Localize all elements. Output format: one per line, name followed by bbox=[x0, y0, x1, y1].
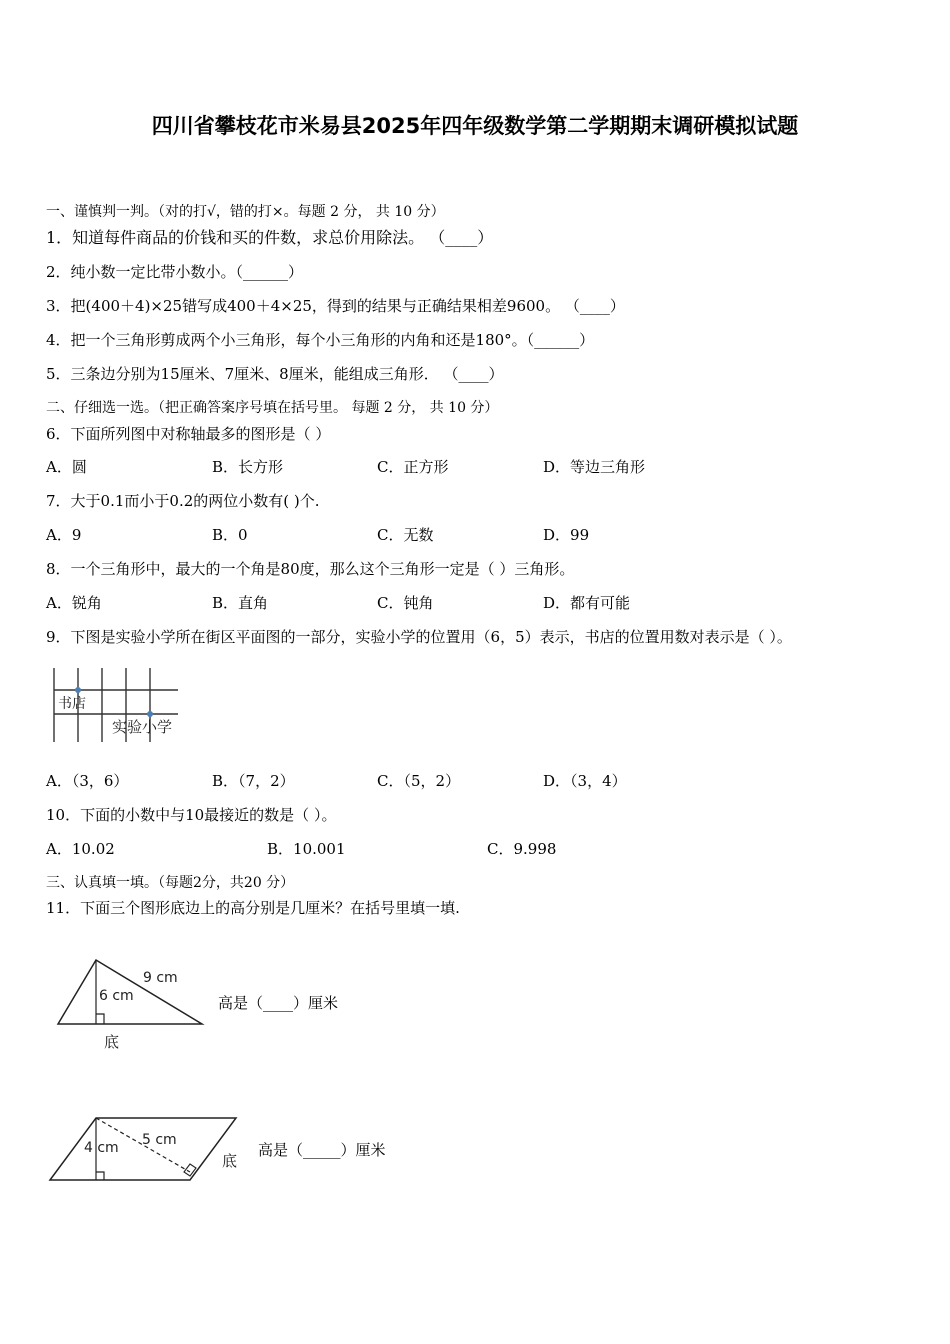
q7-option-d: D．99 bbox=[543, 526, 590, 544]
q8-option-c: C．钝角 bbox=[377, 594, 434, 612]
q6-option-c: C．正方形 bbox=[377, 458, 449, 476]
question-6: 6．下面所列图中对称轴最多的图形是（ ） bbox=[46, 425, 331, 443]
q9-option-c: C．（5，2） bbox=[377, 772, 461, 790]
question-11: 11．下面三个图形底边上的高分别是几厘米？在括号里填一填. bbox=[46, 899, 460, 917]
section-1-heading: 一、谨慎判一判。（对的打√，错的打×。每题 2 分， 共 10 分） bbox=[46, 204, 445, 220]
q9-option-b: B．（7，2） bbox=[212, 772, 295, 790]
triangle-figure bbox=[50, 952, 210, 1056]
q8-option-a: A．锐角 bbox=[46, 594, 102, 612]
q7-option-c: C．无数 bbox=[377, 526, 434, 544]
question-3: 3．把(400＋4)×25错写成400＋4×25，得到的结果与正确结果相差9600。 （____） bbox=[46, 297, 625, 315]
q9-option-d: D．（3，4） bbox=[543, 772, 627, 790]
question-8: 8．一个三角形中，最大的一个角是80度，那么这个三角形一定是（ ）三角形。 bbox=[46, 560, 575, 578]
question-5: 5．三条边分别为15厘米、7厘米、8厘米，能组成三角形． （____） bbox=[46, 365, 504, 383]
q8-option-d: D．都有可能 bbox=[543, 594, 631, 612]
parallelogram-base-label: 底 bbox=[222, 1152, 238, 1170]
question-2: 2．纯小数一定比带小数小。（______） bbox=[46, 263, 304, 281]
triangle-answer: 高是（____）厘米 bbox=[218, 994, 339, 1012]
q8-option-b: B．直角 bbox=[212, 594, 269, 612]
question-1: 1．知道每件商品的价钱和买的件数，求总价用除法。 （____） bbox=[46, 228, 494, 247]
bookstore-marker bbox=[75, 687, 81, 693]
triangle-side-label: 9 cm bbox=[143, 970, 178, 986]
question-7: 7．大于0.1而小于0.2的两位小数有( )个. bbox=[46, 492, 320, 510]
q10-option-b: B．10.001 bbox=[267, 840, 346, 858]
question-4: 4．把一个三角形剪成两个小三角形，每个小三角形的内角和还是180°。（______） bbox=[46, 331, 595, 349]
triangle-base-label: 底 bbox=[104, 1033, 120, 1051]
street-map-figure bbox=[50, 664, 195, 746]
parallelogram-height-label: 4 cm bbox=[84, 1140, 119, 1156]
q6-option-d: D．等边三角形 bbox=[543, 458, 646, 476]
question-10: 10．下面的小数中与10最接近的数是（ ）。 bbox=[46, 806, 337, 824]
triangle-height-label: 6 cm bbox=[99, 988, 134, 1004]
page-title: 四川省攀枝花市米易县2025年四年级数学第二学期期末调研模拟试题 bbox=[151, 114, 799, 138]
parallelogram-figure bbox=[44, 1110, 254, 1190]
school-label: 实验小学 bbox=[112, 718, 173, 736]
bookstore-label: 书店 bbox=[58, 696, 86, 712]
section-2-heading: 二、仔细选一选。（把正确答案序号填在括号里。 每题 2 分， 共 10 分） bbox=[46, 400, 499, 416]
parallelogram-diagonal-label: 5 cm bbox=[142, 1132, 177, 1148]
section-3-heading: 三、认真填一填。（每题2分，共20 分） bbox=[46, 875, 295, 891]
school-marker bbox=[147, 711, 153, 717]
q10-option-c: C．9.998 bbox=[487, 840, 557, 858]
q10-option-a: A．10.02 bbox=[46, 840, 115, 858]
q7-option-a: A．9 bbox=[46, 526, 82, 544]
parallelogram-answer: 高是（_____）厘米 bbox=[258, 1141, 386, 1159]
question-9: 9．下图是实验小学所在街区平面图的一部分，实验小学的位置用（6，5）表示，书店的位置用数对表示是（ ）。 bbox=[46, 628, 792, 646]
q9-option-a: A．（3，6） bbox=[46, 772, 129, 790]
q6-option-b: B．长方形 bbox=[212, 458, 284, 476]
q6-option-a: A．圆 bbox=[46, 458, 87, 476]
q7-option-b: B．0 bbox=[212, 526, 248, 544]
